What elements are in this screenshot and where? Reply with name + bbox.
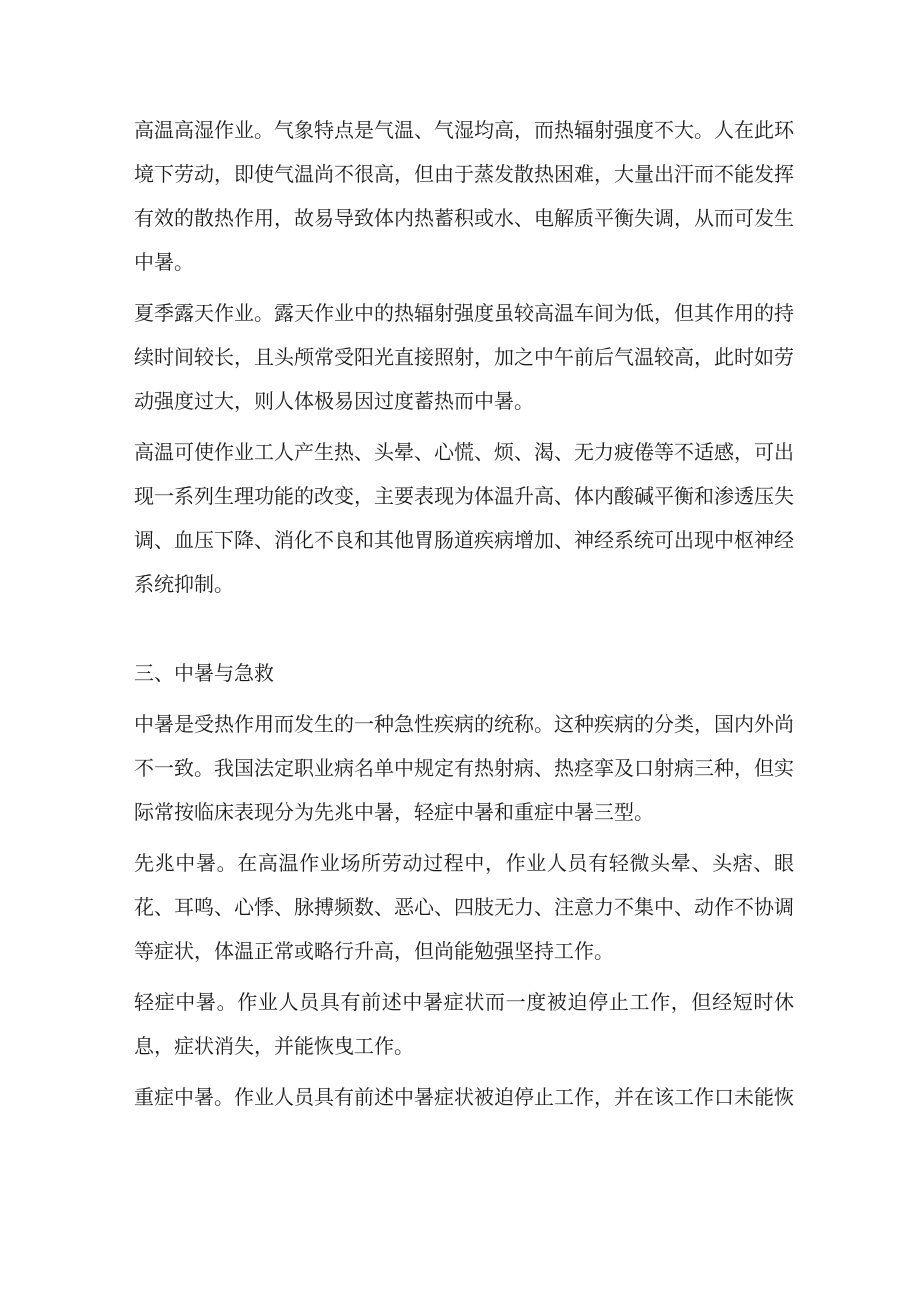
paragraph-heatstroke-definition: 中暑是受热作用而发生的一种急性疾病的统称。这种疾病的分类，国内外尚不一致。我国法定职业病名单中规定有热射病、热痉挛及口射病三种，但实际常按临床表现分为先兆中暑，轻症中暑和重症中暑三型。 (134, 712, 794, 824)
paragraph-physiological-effects: 高温可使作业工人产生热、头晕、心慌、烦、渴、无力疲倦等不适感，可出现一系列生理功能的改变，主要表现为体温升高、体内酸碱平衡和渗透压失调、血压下降、消化不良和其他胃肠道疾病增加、神经系统可出现中枢神经系统抑制。 (134, 440, 794, 596)
document-body (134, 108, 794, 1126)
paragraph-summer-outdoor-work: 夏季露天作业。露天作业中的热辐射强度虽较高温车间为低，但其作用的持续时间较长，且头颅常受阳光直接照射，加之中午前后气温较高，此时如劳动强度过大，则人体极易因过度蓄热而中暑。 (134, 301, 794, 413)
paragraph-premonitory-heatstroke: 先兆中暑。在高温作业场所劳动过程中，作业人员有轻微头晕、头痞、眼花、耳鸣、心悸、脉搏频数、恶心、四肢无力、注意力不集中、动作不协调等症状，体温正常或略行升高，但尚能勉强坚持工作。 (134, 851, 794, 963)
paragraph-mild-heatstroke: 轻症中暑。作业人员具有前述中暑症状而一度被迫停止工作，但经短时休息，症状消失，并能恢曳工作。 (134, 990, 794, 1058)
section-heading-heatstroke-first-aid: 三、中暑与急救 (134, 661, 274, 685)
paragraph-severe-heatstroke: 重症中暑。作业人员具有前述中暑症状被迫停止工作，并在该工作口未能恢 (134, 1085, 794, 1109)
paragraph-high-temp-humidity-work: 高温高湿作业。气象特点是气温、气湿均高，而热辐射强度不大。人在此环境下劳动，即使气温尚不很高，但由于蒸发散热困难，大量出汗而不能发挥有效的散热作用，故易导致体内热蓄积或水、电解质平衡失调，从而可发生中暑。 (134, 118, 794, 274)
